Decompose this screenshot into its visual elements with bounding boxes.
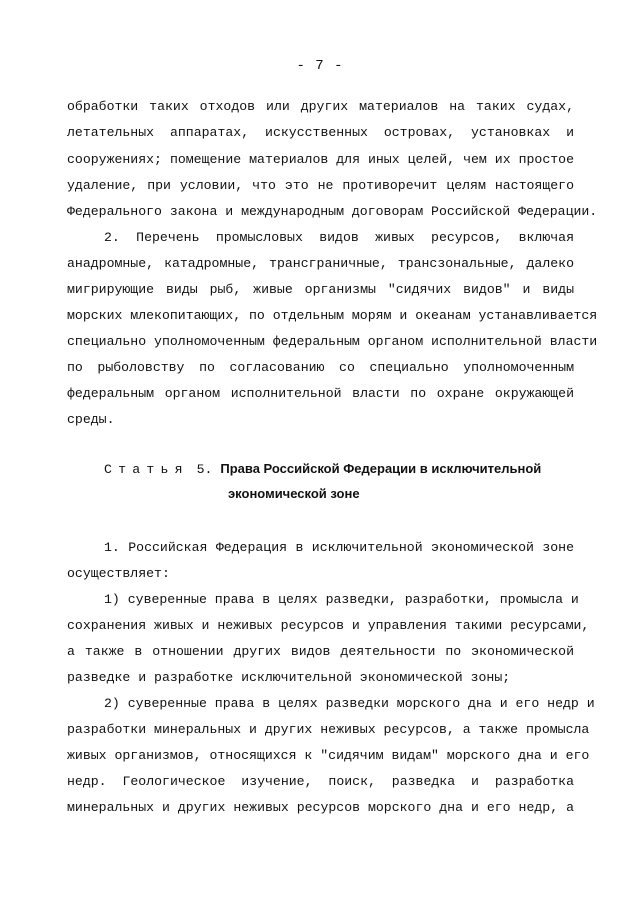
text-line: живых организмов, относящихся к "сидячим видам" морского дна и его [67,748,590,763]
text-line: морских млекопитающих, по отдельным морям и океанам устанавливается [67,308,598,323]
text-line: осуществляет: [67,566,170,581]
text-line: сохранения живых и неживых ресурсов и управления такими ресурсами, [67,618,590,633]
text-line: обработки таких отходов или других материалов на таких судах, [67,99,574,114]
text-line: по рыболовству по согласованию со специально уполномоченным [67,360,574,375]
article-number: 5. [196,462,213,477]
text-line: минеральных и других неживых ресурсов морского дна и его недр, а [67,800,574,815]
page-number: - 7 - [296,58,344,74]
text-line: разработки минеральных и других неживых ресурсов, а также промысла [67,722,590,737]
text-line: мигрирующие виды рыб, живые организмы "сидячих видов" и виды [67,282,574,297]
text-line: 2. Перечень промысловых видов живых ресурсов, включая [104,230,574,245]
text-line: среды. [67,412,115,427]
text-line: сооружениях; помещение материалов для иных целей, чем их простое [67,152,574,167]
article-title: Права Российской Федерации в исключительной [220,461,542,476]
text-line: 2) суверенные права в целях разведки морского дна и его недр и [104,696,595,711]
article-title-continued: экономической зоне [228,486,360,501]
text-line: анадромные, катадромные, трансграничные, трансзональные, далеко [67,256,574,271]
article-label: Статья [104,462,189,477]
text-line: летательных аппаратах, искусственных островах, установках и [67,125,574,140]
text-line: удаление, при условии, что это не противоречит целям настоящего [67,178,574,193]
text-line: 1. Российская Федерация в исключительной экономической зоне [104,540,574,555]
article-heading [104,460,541,479]
text-line: федеральным органом исполнительной власти по охране окружающей [67,386,574,401]
text-line: 1) суверенные права в целях разведки, разработки, промысла и [104,592,579,607]
text-line: специально уполномоченным федеральным органом исполнительной власти [67,334,598,349]
text-line: а также в отношении других видов деятельности по экономической [67,644,574,659]
text-line: Федерального закона и международным договорам Российской Федерации. [67,204,598,219]
text-line: недр. Геологическое изучение, поиск, разведка и разработка [67,774,574,789]
text-line: разведке и разработке исключительной экономической зоны; [67,670,511,685]
